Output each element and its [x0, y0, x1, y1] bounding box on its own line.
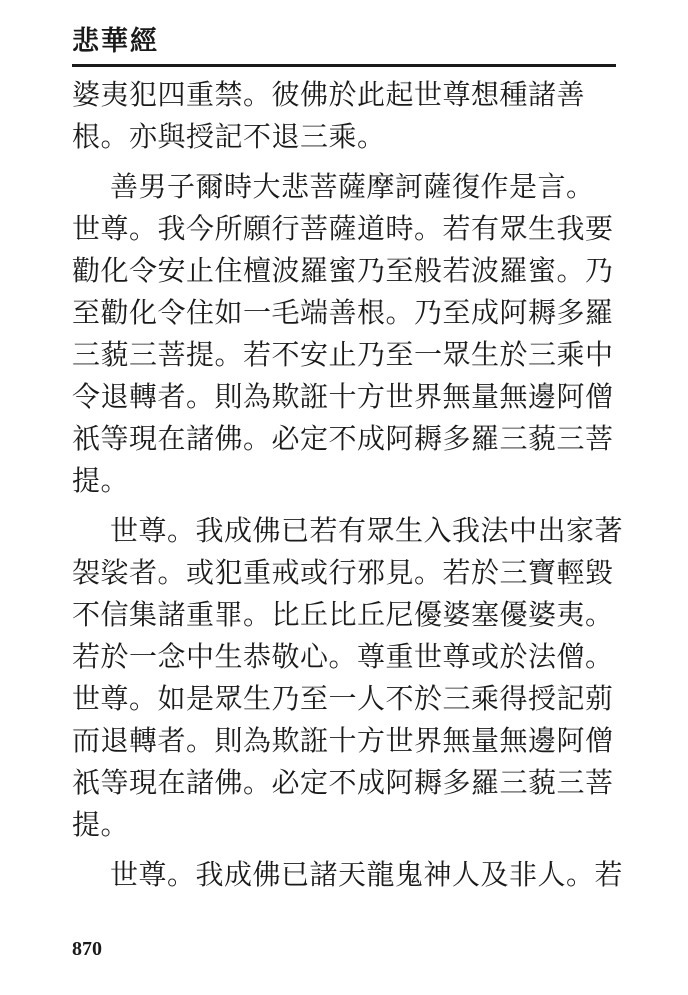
text-line: 婆夷犯四重禁。彼佛於此起世尊想種諸善	[72, 78, 586, 111]
text-line: 袈裟者。或犯重戒或行邪見。若於三寶輕毀	[72, 556, 614, 589]
text-line: 世尊。我成佛已若有眾生入我法中出家著	[110, 514, 624, 547]
text-line: 善男子爾時大悲菩薩摩訶薩復作是言。	[110, 170, 595, 203]
text-line: 世尊。我成佛已諸天龍鬼神人及非人。若	[110, 858, 624, 891]
text-line: 世尊。我今所願行菩薩道時。若有眾生我要	[72, 212, 614, 245]
text-line: 若於一念中生恭敬心。尊重世尊或於法僧。	[72, 640, 614, 673]
text-line: 至勸化令住如一毛端善根。乃至成阿耨多羅	[72, 296, 614, 329]
text-line: 令退轉者。則為欺誑十方世界無量無邊阿僧	[72, 380, 614, 413]
text-line: 提。	[72, 808, 130, 841]
body-text	[72, 74, 624, 896]
text-line: 祇等現在諸佛。必定不成阿耨多羅三藐三菩	[72, 766, 614, 799]
book-title: 悲華經	[72, 26, 159, 57]
text-line: 勸化令安止住檀波羅蜜乃至般若波羅蜜。乃	[72, 254, 614, 287]
text-line: 不信集諸重罪。比丘比丘尼優婆塞優婆夷。	[72, 598, 614, 631]
text-line: 世尊。如是眾生乃至一人不於三乘得授記莂	[72, 682, 614, 715]
page-header	[72, 26, 616, 60]
page-number: 870	[72, 938, 102, 960]
text-line: 祇等現在諸佛。必定不成阿耨多羅三藐三菩	[72, 422, 614, 455]
text-line: 根。亦與授記不退三乘。	[72, 120, 386, 153]
header-rule	[72, 64, 616, 67]
text-line: 提。	[72, 464, 130, 497]
text-line: 三藐三菩提。若不安止乃至一眾生於三乘中	[72, 338, 614, 371]
text-line: 而退轉者。則為欺誑十方世界無量無邊阿僧	[72, 724, 614, 757]
